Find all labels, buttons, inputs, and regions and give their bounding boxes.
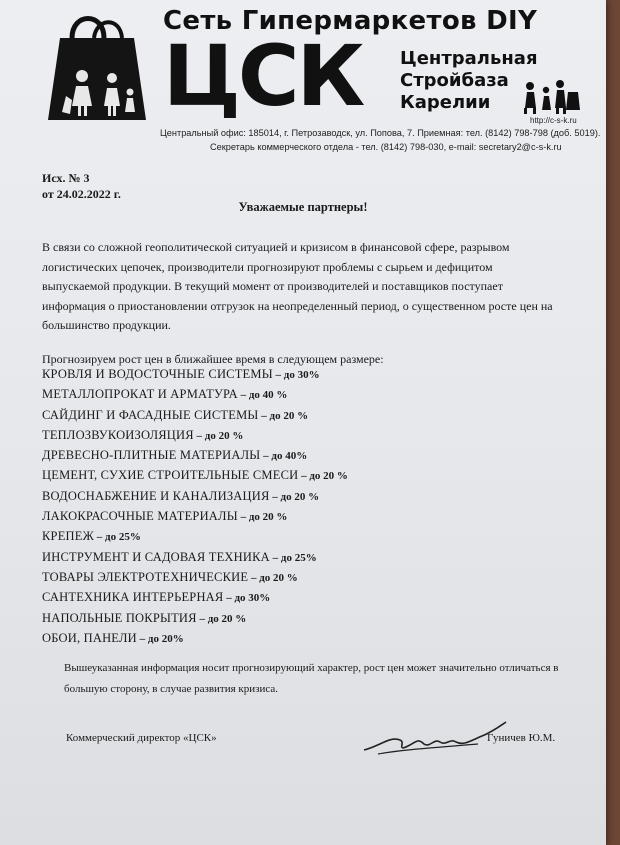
salutation: Уважаемые партнеры! <box>238 200 368 214</box>
intro-paragraph: В связи со сложной геополитической ситуацией и кризисом в финансовой сфере, разрывом логистических цепочек, производители прогнозируют проблемы с сырьем и дефицитом выпускаемой продукции. В текущий момент от производителей и поставщиков поступает информация о приостановлении отгрузок на неопределенный период, о существенном росте цен на большинство продукции. <box>42 240 553 332</box>
office-address: Центральный офис: 185014, г. Петрозаводск, ул. Попова, 7. Приемная: тел. (8142) 798-798 (доб. 5019). <box>160 128 601 138</box>
list-item <box>42 631 348 651</box>
list-item <box>42 448 348 468</box>
increase-percent: – до 20 % <box>196 612 247 625</box>
list-item <box>42 570 348 590</box>
website-url: http://c-s-k.ru <box>530 116 577 125</box>
category-name: ЦЕМЕНТ, СУХИЕ СТРОИТЕЛЬНЫЕ СМЕСИ <box>42 468 299 483</box>
list-item <box>42 529 348 549</box>
reference-date: от 24.02.2022 г. <box>42 187 121 201</box>
list-item <box>42 509 348 529</box>
increase-percent: – до 20% <box>136 632 184 645</box>
increase-percent: – до 20 % <box>258 409 309 422</box>
signatory-name: Гуничев Ю.М. <box>487 732 556 744</box>
increase-percent: – до 40% <box>260 450 308 463</box>
letterhead <box>0 0 606 160</box>
list-item <box>42 611 348 631</box>
category-name: САЙДИНГ И ФАСАДНЫЕ СИСТЕМЫ <box>42 407 259 422</box>
brand-subtitle-line: Карелии <box>400 92 491 113</box>
list-item <box>42 489 348 509</box>
category-name: ДРЕВЕСНО-ПЛИТНЫЕ МАТЕРИАЛЫ <box>42 448 261 463</box>
category-name: ЛАКОКРАСОЧНЫЕ МАТЕРИАЛЫ <box>42 509 238 524</box>
category-name: ВОДОСНАБЖЕНИЕ И КАНАЛИЗАЦИЯ <box>42 488 270 503</box>
increase-percent: – до 20 % <box>193 429 244 442</box>
increase-percent: – до 25% <box>269 551 317 564</box>
list-item <box>42 428 348 448</box>
category-name: ИНСТРУМЕНТ И САДОВАЯ ТЕХНИКА <box>42 549 270 564</box>
brand-subtitle-line: Стройбаза <box>400 70 509 91</box>
chain-title: Сеть Гипермаркетов DIY <box>163 6 538 36</box>
increase-percent: – до 20 % <box>298 470 348 483</box>
category-name: КРОВЛЯ И ВОДОСТОЧНЫЕ СИСТЕМЫ <box>42 367 273 381</box>
brand-name: ЦСК <box>163 27 363 125</box>
list-item <box>42 367 348 387</box>
disclaimer-note: Вышеуказанная информация носит прогнозирующий характер, рост цен может значительно отличаться в большую сторону, в случае развития кризиса. <box>64 662 559 695</box>
category-name: ОБОИ, ПАНЕЛИ <box>42 630 137 645</box>
list-item <box>42 387 348 407</box>
increase-percent: – до 20 % <box>237 511 288 524</box>
list-item <box>42 468 348 488</box>
category-name: ТЕПЛОЗВУКОИЗОЛЯЦИЯ <box>42 427 194 442</box>
outgoing-reference <box>42 170 121 202</box>
category-name: МЕТАЛЛОПРОКАТ И АРМАТУРА <box>42 387 238 402</box>
price-increase-list <box>42 367 348 651</box>
category-name: ТОВАРЫ ЭЛЕКТРОТЕХНИЧЕСКИЕ <box>42 569 249 584</box>
list-item <box>42 408 348 428</box>
category-name: САНТЕХНИКА ИНТЕРЬЕРНАЯ <box>42 590 224 605</box>
secretary-contact: Секретарь коммерческого отдела - тел. (8142) 798-030, e-mail: secretary2@c-s-k.ru <box>210 142 562 152</box>
brand-subtitle-line: Центральная <box>400 48 538 69</box>
increase-percent: – до 40 % <box>237 389 288 402</box>
increase-percent: – до 20 % <box>269 490 320 503</box>
category-name: НАПОЛЬНЫЕ ПОКРЫТИЯ <box>42 610 197 625</box>
family-icon <box>518 76 582 116</box>
increase-percent: – до 30% <box>272 369 320 381</box>
increase-percent: – до 20 % <box>248 571 298 584</box>
list-item <box>42 550 348 570</box>
shopping-bag-logo-icon <box>42 8 154 126</box>
increase-percent: – до 30% <box>223 592 271 605</box>
forecast-intro: Прогнозируем рост цен в ближайшее время в следующем размере: <box>42 352 384 366</box>
brand-subtitle <box>400 48 538 114</box>
list-item <box>42 590 348 610</box>
signatory-title: Коммерческий директор «ЦСК» <box>66 732 217 744</box>
increase-percent: – до 25% <box>94 531 141 544</box>
category-name: КРЕПЕЖ <box>42 529 94 544</box>
reference-number: Исх. № 3 <box>42 171 90 185</box>
